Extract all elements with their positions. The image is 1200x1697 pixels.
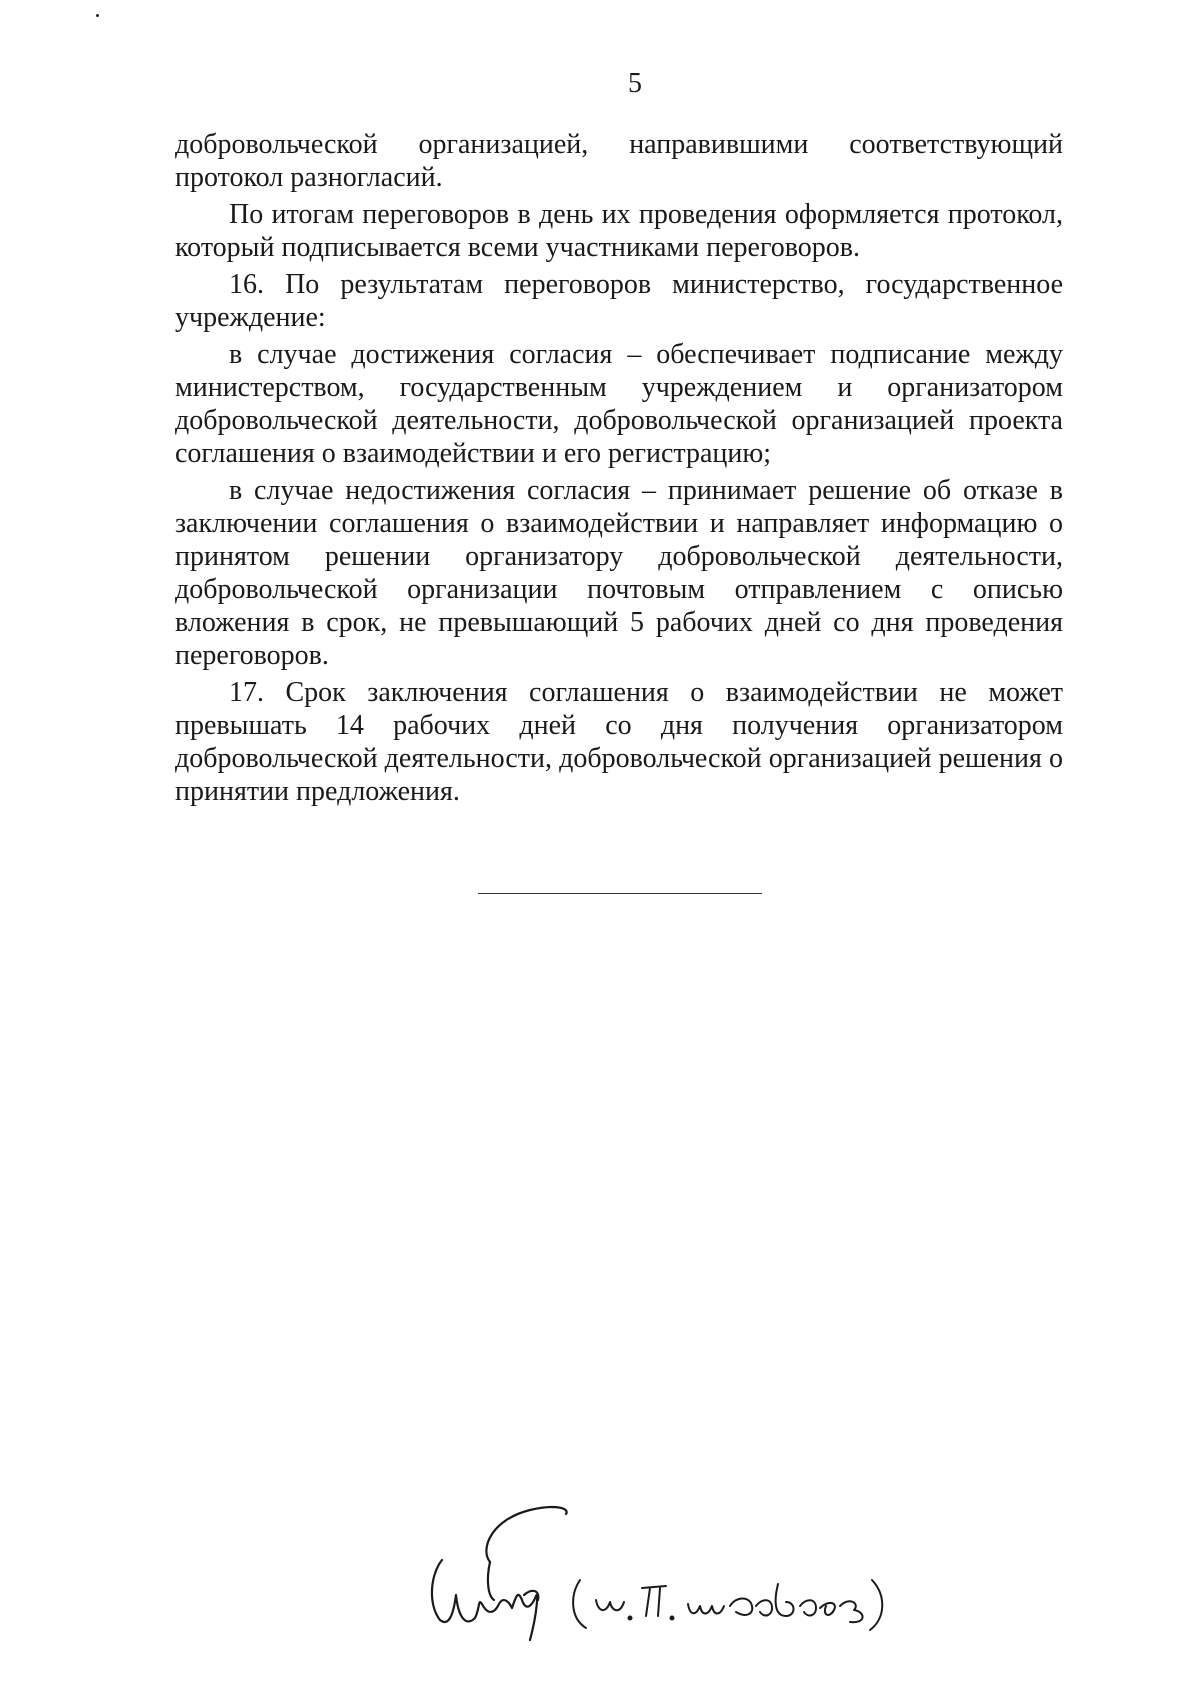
- handwritten-signature: [420, 1500, 940, 1650]
- paragraph-negotiation-protocol: По итогам переговоров в день их проведения оформляется протокол, который подписывается всеми участниками переговоров.: [175, 199, 1063, 263]
- page-number: 5: [628, 68, 642, 99]
- document-body: [175, 128, 1063, 812]
- paragraph-item-16: 16. По результатам переговоров министерство, государственное учреждение:: [175, 269, 1063, 333]
- paragraph-item-17: 17. Срок заключения соглашения о взаимодействии не может превышать 14 рабочих дней со дня получения организатором добровольческой деятельности, добровольческой организацией решения о принятии предложения.: [175, 677, 1063, 807]
- signature-image: [420, 1500, 940, 1650]
- end-separator-line: [478, 893, 762, 894]
- paragraph-agreement-reached: в случае достижения согласия – обеспечивает подписание между министерством, государственным учреждением и организатором добровольческой деятельности, добровольческой организацией проекта соглашения о взаимодействии и его регистрацию;: [175, 339, 1063, 469]
- paragraph-agreement-not-reached: в случае недостижения согласия – принимает решение об отказе в заключении соглашения о взаимодействии и направляет информацию о принятом решении организатору добровольческой деятельности, добровольческой организации почтовым отправлением с описью вложения в срок, не превышающий 5 рабочих дней со дня проведения переговоров.: [175, 475, 1063, 671]
- paragraph-continuation: добровольческой организацией, направившими соответствующий протокол разногласий.: [175, 129, 1063, 193]
- scan-speck: [96, 14, 99, 17]
